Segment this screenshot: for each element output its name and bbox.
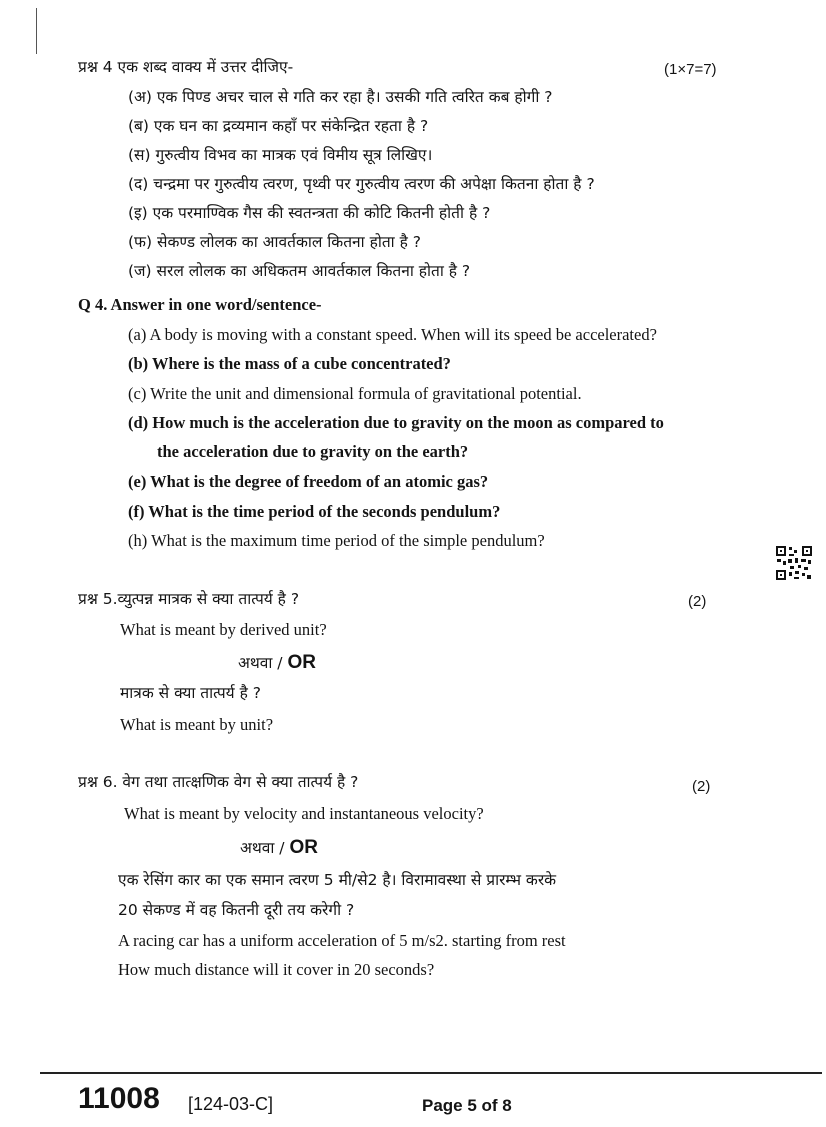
q4-marks: (1×7=7): [664, 61, 717, 78]
q4-english-item: (c) Write the unit and dimensional formula of gravitational potential.: [128, 384, 582, 403]
paper-code: 11008: [78, 1082, 160, 1115]
q4-english-item: (b) Where is the mass of a cube concentrated?: [128, 354, 451, 373]
q6-english-question: What is meant by velocity and instantaneous velocity?: [124, 804, 484, 823]
qr-code: [775, 545, 813, 581]
q4-hindi-item: (इ) एक परमाण्विक गैस की स्वतन्त्रता की कोटि कितनी होती है ?: [128, 204, 491, 222]
q4-hindi-heading: प्रश्न 4 एक शब्द वाक्य में उत्तर दीजिए-: [78, 58, 294, 76]
q4-hindi-item: (द) चन्द्रमा पर गुरुत्वीय त्वरण, पृथ्वी पर गुरुत्वीय त्वरण की अपेक्षा कितना होता है ?: [128, 175, 595, 193]
q4-hindi-item: (स) गुरुत्वीय विभव का मात्रक एवं विमीय सूत्र लिखिए।: [128, 146, 433, 164]
q4-hindi-item: (ब) एक घन का द्रव्यमान कहाँ पर संकेन्द्रित रहता है ?: [128, 117, 429, 135]
q6-marks: (2): [692, 778, 711, 795]
or-english: OR: [289, 837, 318, 858]
q4-english-heading: Q 4. Answer in one word/sentence-: [78, 295, 322, 314]
q4-english-item: (d) How much is the acceleration due to gravity on the moon as compared to: [128, 413, 664, 432]
or-hindi: अथवा /: [240, 839, 290, 857]
footer-divider: [40, 1072, 822, 1074]
q4-english-item: (a) A body is moving with a constant speed. When will its speed be accelerated?: [128, 325, 657, 344]
or-english: OR: [287, 652, 316, 673]
q6-alt-english-line: A racing car has a uniform acceleration of 5 m/s2. starting from rest: [118, 931, 566, 950]
q6-alt-english-line: How much distance will it cover in 20 seconds?: [118, 960, 435, 979]
q5-english-question: What is meant by derived unit?: [120, 620, 327, 639]
q4-english-item-continued: the acceleration due to gravity on the earth?: [157, 442, 469, 461]
q4-english-item: (h) What is the maximum time period of the simple pendulum?: [128, 531, 545, 550]
q6-alt-hindi-line: एक रेसिंग कार का एक समान त्वरण 5 मी/से2 है। विरामावस्था से प्रारम्भ करके: [118, 871, 557, 889]
scan-edge-mark: [36, 8, 37, 54]
q6-or-divider: [240, 838, 318, 857]
q5-alt-hindi: मात्रक से क्या तात्पर्य है ?: [120, 684, 261, 702]
or-hindi: अथवा /: [238, 654, 288, 672]
q5-or-divider: [238, 653, 316, 672]
q4-english-item: (f) What is the time period of the seconds pendulum?: [128, 502, 501, 521]
q5-marks: (2): [688, 593, 707, 610]
page-number: Page 5 of 8: [422, 1096, 512, 1115]
q4-hindi-item: (फ) सेकण्ड लोलक का आवर्तकाल कितना होता है ?: [128, 233, 421, 251]
subject-code: [124-03-C]: [188, 1094, 274, 1114]
q6-hindi-question: प्रश्न 6. वेग तथा तात्क्षणिक वेग से क्या तात्पर्य है ?: [78, 773, 359, 791]
q4-hindi-item: (अ) एक पिण्ड अचर चाल से गति कर रहा है। उसकी गति त्वरित कब होगी ?: [128, 88, 553, 106]
q4-english-item: (e) What is the degree of freedom of an atomic gas?: [128, 472, 489, 491]
q4-hindi-item: (ज) सरल लोलक का अधिकतम आवर्तकाल कितना होता है ?: [128, 262, 471, 280]
q6-alt-hindi-line: 20 सेकण्ड में वह कितनी दूरी तय करेगी ?: [118, 901, 355, 919]
q5-hindi-question: प्रश्न 5.व्युत्पन्न मात्रक से क्या तात्पर्य है ?: [78, 590, 300, 608]
q5-alt-english: What is meant by unit?: [120, 715, 274, 734]
